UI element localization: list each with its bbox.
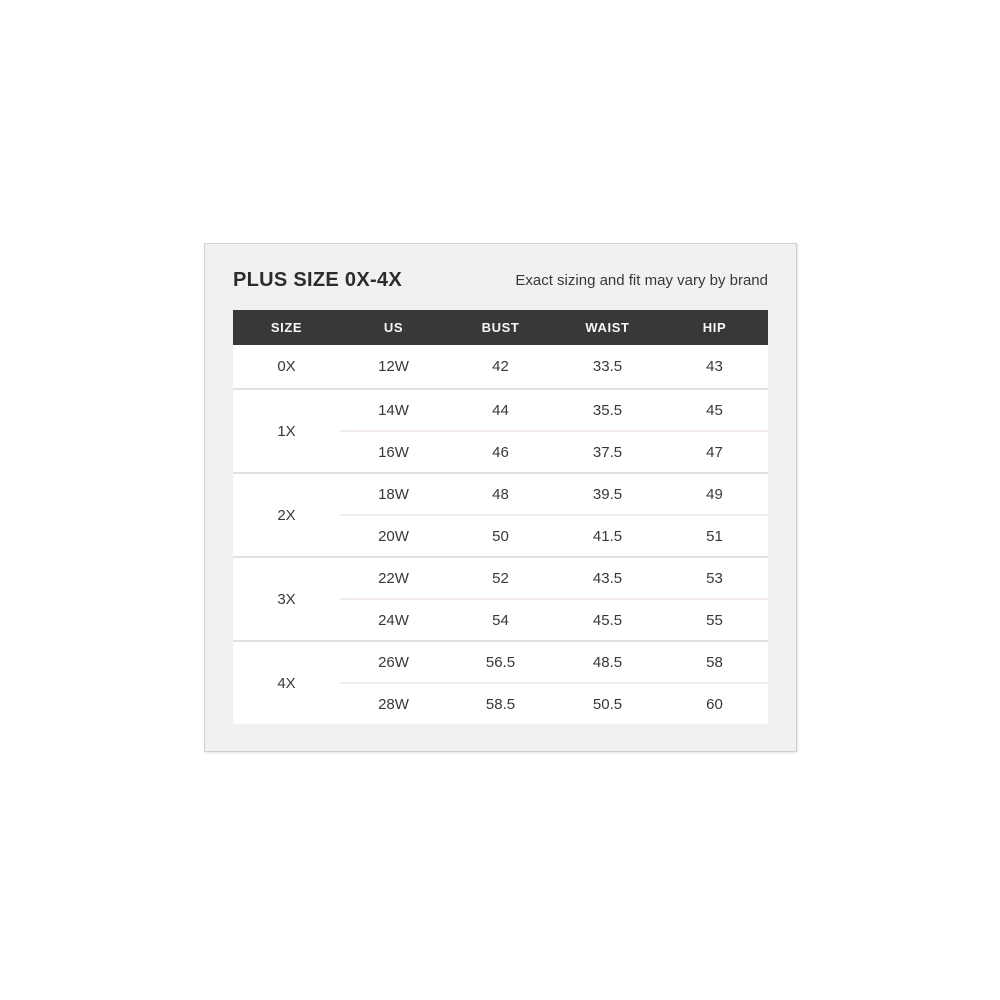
sizing-disclaimer: Exact sizing and fit may vary by brand	[515, 272, 768, 289]
value-cell: 52	[447, 557, 554, 599]
column-header: BUST	[447, 310, 554, 345]
value-cell: 46	[447, 431, 554, 473]
value-cell: 48.5	[554, 641, 661, 683]
size-cell: 3X	[233, 557, 340, 641]
value-cell: 43	[706, 358, 723, 375]
value-cell: 56.5	[447, 641, 554, 683]
value-cell: 50	[447, 515, 554, 557]
value-cell: 39.5	[554, 473, 661, 515]
size-cell: 2X	[233, 473, 340, 557]
value-cell: 47	[661, 431, 768, 473]
size-table-head	[233, 310, 768, 345]
value-cell: 28W	[340, 683, 447, 724]
value-cell: 53	[661, 557, 768, 599]
value-cell: 45	[661, 389, 768, 431]
size-cell: 0X	[277, 358, 296, 375]
value-cell: 22W	[340, 557, 447, 599]
column-header: HIP	[661, 310, 768, 345]
value-cell: 51	[661, 515, 768, 557]
value-cell: 42	[492, 358, 509, 375]
value-cell: 54	[447, 599, 554, 641]
table-row	[233, 641, 768, 683]
card-header	[233, 269, 768, 291]
table-row	[233, 345, 768, 389]
value-cell: 35.5	[554, 389, 661, 431]
value-cell: 14W	[340, 389, 447, 431]
column-header: US	[340, 310, 447, 345]
value-cell: 50.5	[554, 683, 661, 724]
size-table	[233, 310, 768, 724]
table-row	[233, 389, 768, 431]
value-cell: 16W	[340, 431, 447, 473]
header-row	[233, 310, 768, 345]
value-cell: 12W	[378, 358, 409, 375]
value-cell: 43.5	[554, 557, 661, 599]
value-cell: 41.5	[554, 515, 661, 557]
value-cell: 18W	[340, 473, 447, 515]
size-table-body	[233, 345, 768, 724]
value-cell: 45.5	[554, 599, 661, 641]
value-cell: 49	[661, 473, 768, 515]
table-row	[233, 557, 768, 599]
page-title: PLUS SIZE 0X-4X	[233, 269, 402, 291]
value-cell: 24W	[340, 599, 447, 641]
value-cell: 44	[447, 389, 554, 431]
value-cell: 33.5	[592, 358, 623, 375]
size-cell: 4X	[233, 641, 340, 724]
value-cell: 60	[661, 683, 768, 724]
value-cell: 58.5	[447, 683, 554, 724]
value-cell: 37.5	[554, 431, 661, 473]
value-cell: 26W	[340, 641, 447, 683]
value-cell: 55	[661, 599, 768, 641]
size-chart-card	[204, 243, 797, 752]
value-cell: 58	[661, 641, 768, 683]
value-cell: 48	[447, 473, 554, 515]
column-header: WAIST	[554, 310, 661, 345]
size-cell: 1X	[233, 389, 340, 473]
value-cell: 20W	[340, 515, 447, 557]
column-header: SIZE	[233, 310, 340, 345]
table-row	[233, 473, 768, 515]
